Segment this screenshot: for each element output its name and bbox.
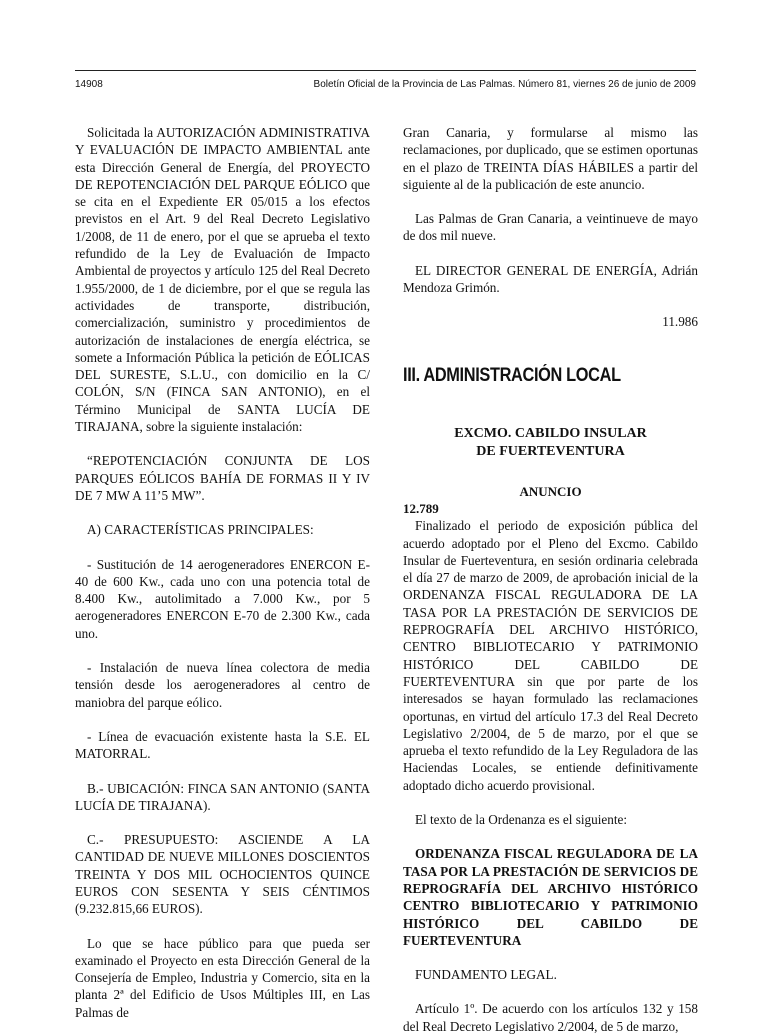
page-number: 14908 xyxy=(75,79,103,90)
organization-line: DE FUERTEVENTURA xyxy=(476,443,625,459)
ordinance-title: ORDENANZA FISCAL REGULADORA DE LA TASA POR LA PRESTACIÓN DE SERVICIOS DE REPROGRAFÍA DEL ARCHIVO HISTÓRICO CENTRO BIBLIOTECARIO Y PATRIMONIO HISTÓRICO DEL CABILDO DE FUERTEVENTURA xyxy=(403,846,698,948)
left-column xyxy=(75,124,370,1021)
paragraph: - Instalación de nueva línea colectora de media tensión desde los aerogeneradores al centro de maniobra del parque eólico. xyxy=(75,660,370,710)
paragraph: - Sustitución de 14 aerogeneradores ENERCON E-40 de 600 Kw., cada uno con una potencia total de 8.400 Kw., autolimitado a 7.000 Kw., por 5 aerogeneradores ENERCON E-70 de 2.300 Kw., cada uno. xyxy=(75,556,370,641)
article-paragraph: Artículo 1º. De acuerdo con los artículos 132 y 158 del Real Decreto Legislativo 2/2004, de 5 de marzo, xyxy=(403,1001,698,1034)
paragraph: B.- UBICACIÓN: FINCA SAN ANTONIO (SANTA LUCÍA DE TIRAJANA). xyxy=(75,780,370,813)
date-line: Las Palmas de Gran Canaria, a veintinueve de mayo de dos mil nueve. xyxy=(403,211,698,244)
paragraph: “REPOTENCIACIÓN CONJUNTA DE LOS PARQUES EÓLICOS BAHÍA DE FORMAS II Y IV DE 7 MW A 11’5 MW”. xyxy=(75,453,370,503)
reference-amount: 11.986 xyxy=(662,314,698,330)
organization-line: EXCMO. CABILDO INSULAR xyxy=(454,425,647,441)
paragraph: C.- PRESUPUESTO: ASCIENDE A LA CANTIDAD DE NUEVE MILLONES DOSCIENTOS TREINTA Y DOS MIL OCHOCIENTOS QUINCE EUROS CON SESENTA Y SEIS CÉNTIMOS (9.232.815,66 EUROS). xyxy=(75,832,370,917)
paragraph: Solicitada la AUTORIZACIÓN ADMINISTRATIVA Y EVALUACIÓN DE IMPACTO AMBIENTAL ante esta Dirección General de Energía, del PROYECTO DE REPOTENCIACIÓN DEL PARQUE EÓLICO que se cita en el Expediente ER 05/015 a los efectos previstos en el Art. 9 del Real Decreto Legislativo 1/2008, de 11 de enero, por el que se aprueba el texto refundido de la Ley de Evaluación de Impacto Ambiental de proyectos y artículo 125 del Real Decreto 1.955/2000, de 1 de diciembre, por el que se regula las actividades de transporte, distribución, comercialización, suministro y procedimientos de autorización de instalaciones de energía eléctrica, se somete a Información Pública la petición de EÓLICAS DEL SURESTE, S.L.U., con domicilio en la C/ COLÓN, S/N (FINCA SAN ANTONIO), en el Término Municipal de SANTA LUCÍA DE TIRAJANA, sobre la siguiente instalación: xyxy=(75,125,370,435)
page-header xyxy=(75,70,696,90)
announcement-number: 12.789 xyxy=(403,500,439,516)
announcement-heading: ANUNCIO xyxy=(519,483,582,499)
paragraph: Finalizado el periodo de exposición pública del acuerdo adoptado por el Pleno del Excmo. Cabildo Insular de Fuerteventura, en sesión ordinaria celebrada el día 27 de marzo de 2009, de aprobación inicial de la ORDENANZA FISCAL REGULADORA DE LA TASA POR LA PRESTACIÓN DE SERVICIOS DE REPROGRAFÍA DEL ARCHIVO HISTÓRICO, CENTRO BIBLIOTECARIO Y PATRIMONIO HISTÓRICO DEL CABILDO DE FUERTEVENTURA sin que por parte de los interesados se hayan formulado las reclamaciones oportunas, en virtud del artículo 17.3 del Real Decreto Legislativo 2/2004, de 5 de marzo, por el que se aprueba el texto refundido de la Ley Reguladora de las Haciendas Locales, se entiende definitivamente adoptado dicho acuerdo provisional. xyxy=(403,518,698,793)
paragraph: El texto de la Ordenanza es el siguiente: xyxy=(415,812,628,828)
section-title: III. ADMINISTRACIÓN LOCAL xyxy=(403,364,621,386)
organization-heading xyxy=(403,425,698,461)
continuation-paragraph: Gran Canaria, y formularse al mismo las reclamaciones, por duplicado, que se estimen oportunas en el plazo de TREINTA DÍAS HÁBILES a partir del siguiente al de la publicación de este anuncio. xyxy=(403,125,698,192)
legal-basis-heading: FUNDAMENTO LEGAL. xyxy=(415,967,557,983)
signature: EL DIRECTOR GENERAL DE ENERGÍA, Adrián Mendoza Grimón. xyxy=(403,262,698,296)
right-column xyxy=(403,124,698,1035)
paragraph: Lo que se hace público para que pueda ser examinado el Proyecto en esta Dirección General de la Consejería de Empleo, Industria y Comercio, sita en la planta 2ª del Edificio de Usos Múltiples III, en Las Palmas de xyxy=(75,935,370,1020)
journal-title: Boletín Oficial de la Provincia de Las Palmas. Número 81, viernes 26 de junio de 2009 xyxy=(313,79,696,90)
paragraph: A) CARACTERÍSTICAS PRINCIPALES: xyxy=(87,522,314,538)
paragraph: - Línea de evacuación existente hasta la S.E. EL MATORRAL. xyxy=(75,728,370,762)
